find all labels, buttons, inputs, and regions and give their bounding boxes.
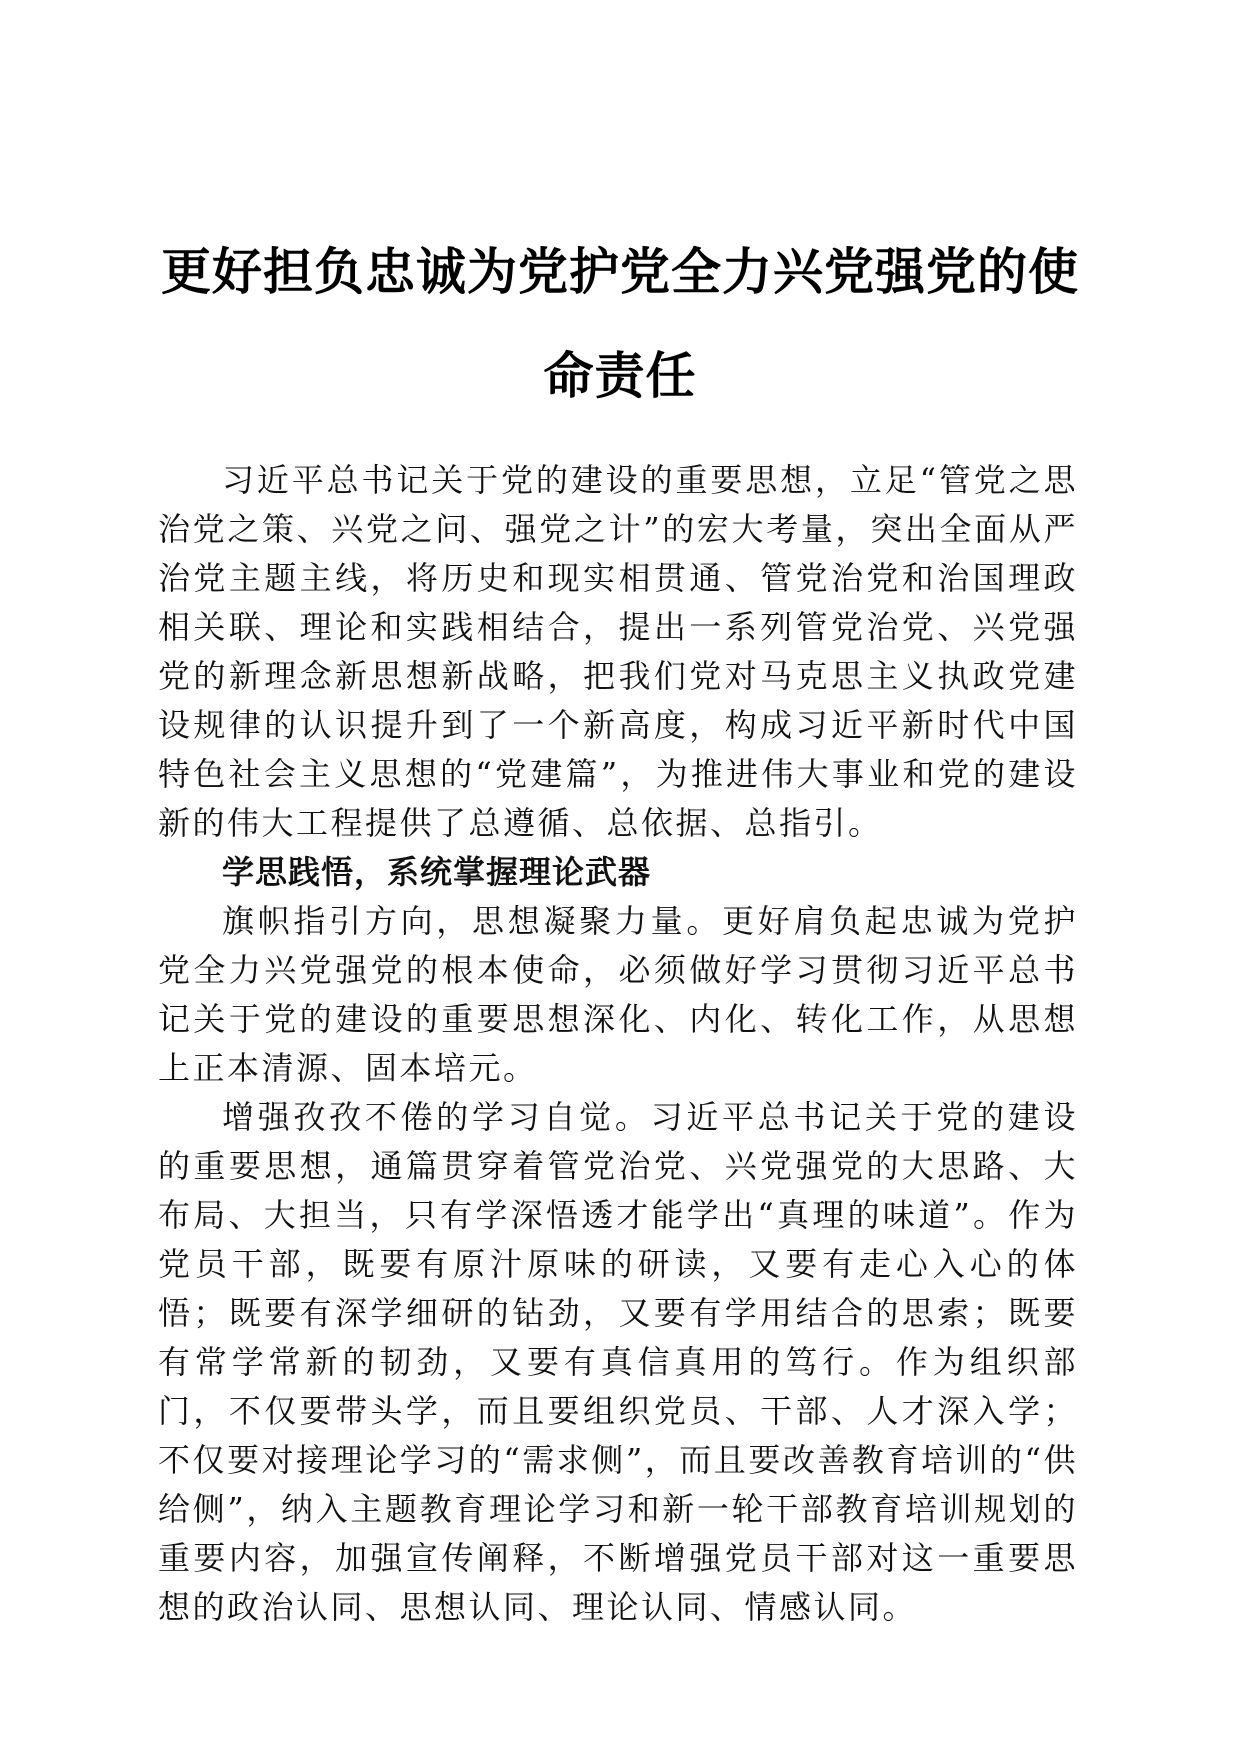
document-title: 更好担负忠诚为党护党全力兴党强党的使命责任: [161, 242, 1079, 405]
paragraph-intro: 习近平总书记关于党的建设的重要思想，立足“管党之思治党之策、兴党之问、强党之计”的宏大考量，突出全面从严治党主题主线，将历史和现实相贯通、管党治党和治国理政相关联、理论和实践相结合，提出一系列管党治党、兴党强党的新理念新思想新战略，把我们党对马克思主义执政党建设规律的认识提升到了一个新高度，构成习近平新时代中国特色社会主义思想的“党建篇”，为推进伟大事业和党的建设新的伟大工程提供了总遵循、总依据、总指引。: [158, 461, 1078, 842]
paragraph-study: 增强孜孜不倦的学习自觉。习近平总书记关于党的建设的重要思想，通篇贯穿着管党治党、兴党强党的大思路、大布局、大担当，只有学深悟透才能学出“真理的味道”。作为党员干部，既要有原汁原味的研读，又要有走心入心的体悟；既要有深学细研的钻劲，又要有学用结合的思索；既要有常学常新的韧劲，又要有真信真用的笃行。作为组织部门，不仅要带头学，而且要组织党员、干部、人才深入学；不仅要对接理论学习的“需求侧”，而且要改善教育培训的“供给侧”，纳入主题教育理论学习和新一轮干部教育培训规划的重要内容，加强宣传阐释，不断增强党员干部对这一重要思想的政治认同、思想认同、理论认同、情感认同。: [158, 1098, 1078, 1626]
section-heading: 学思践悟，系统掌握理论武器: [222, 853, 652, 891]
paragraph-guidance: 旗帜指引方向，思想凝聚力量。更好肩负起忠诚为党护党全力兴党强党的根本使命，必须做好学习贯彻习近平总书记关于党的建设的重要思想深化、内化、转化工作，从思想上正本清源、固本培元。: [158, 902, 1078, 1087]
document-body: [158, 456, 1078, 1632]
